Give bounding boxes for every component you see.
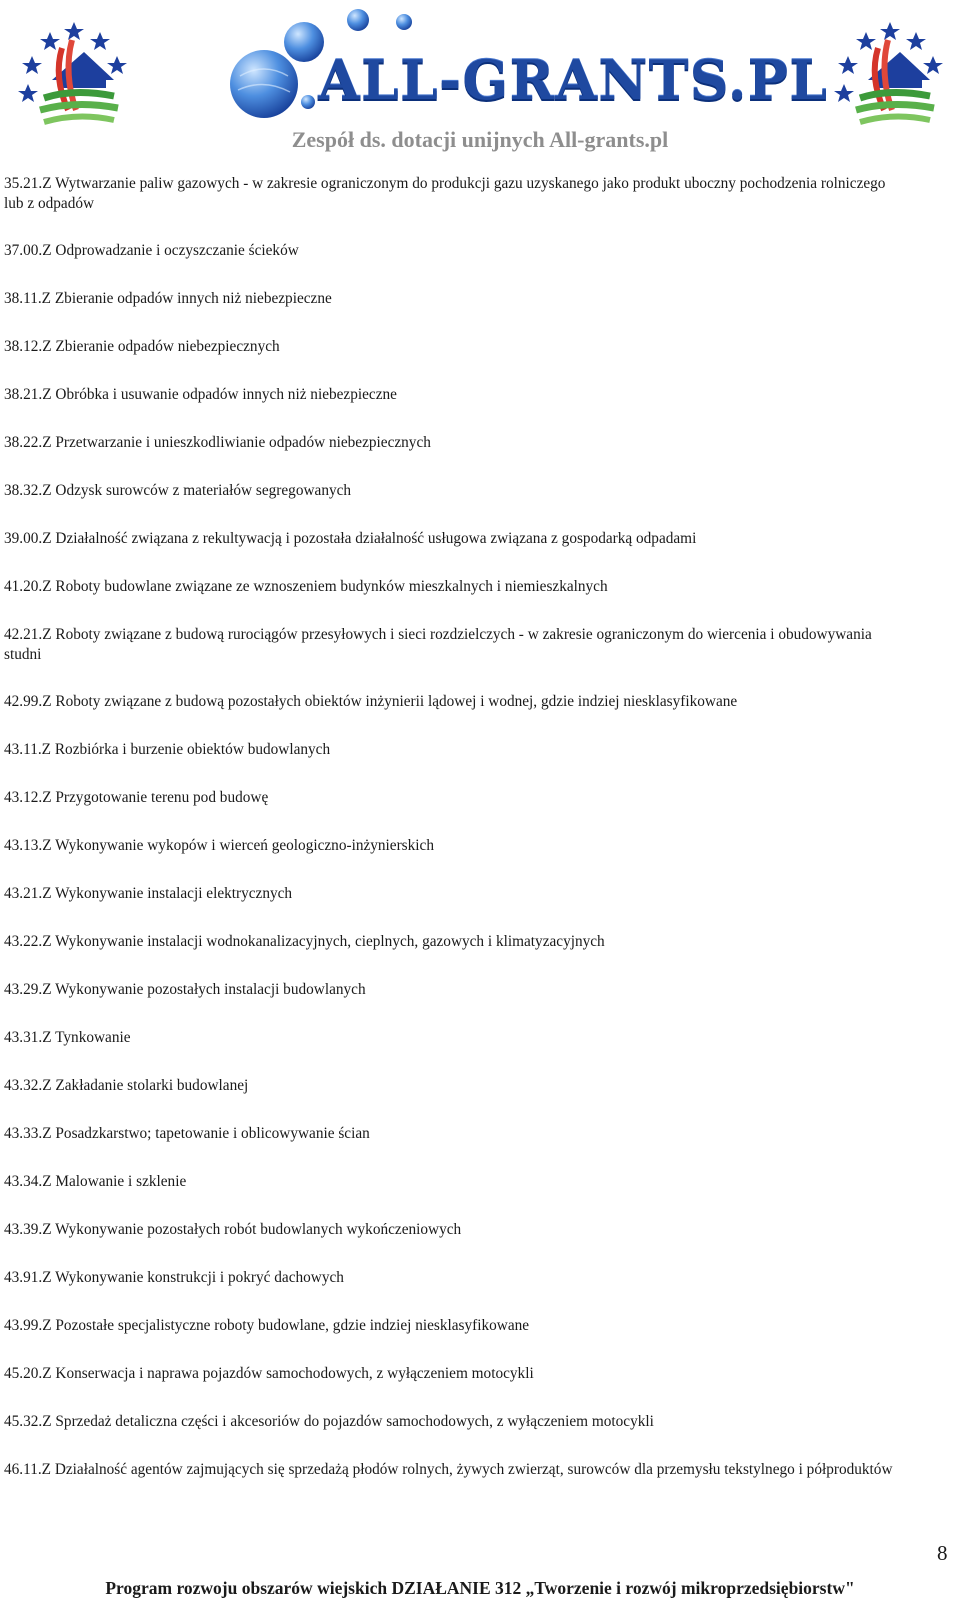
pkd-entry: 43.99.Z Pozostałe specjalistyczne roboty budowlane, gdzie indziej niesklasyfikowane xyxy=(4,1317,530,1334)
page-footer: Program rozwoju obszarów wiejskich DZIAŁANIE 312 „Tworzenie i rozwój mikroprzedsiębiorstw" xyxy=(105,1578,855,1598)
pkd-entry: 43.21.Z Wykonywanie instalacji elektrycznych xyxy=(4,885,293,902)
pkd-entry: 43.39.Z Wykonywanie pozostałych robót budowlanych wykończeniowych xyxy=(4,1221,462,1238)
pkd-entry: 38.22.Z Przetwarzanie i unieszkodliwianie odpadów niebezpiecznych xyxy=(4,434,431,451)
pkd-entry: 43.12.Z Przygotowanie terenu pod budowę xyxy=(4,789,269,806)
pkd-entry: 43.22.Z Wykonywanie instalacji wodnokanalizacyjnych, cieplnych, gazowych i klimatyzacyjnych xyxy=(4,933,605,950)
pkd-entry: 38.11.Z Zbieranie odpadów innych niż niebezpieczne xyxy=(4,290,332,307)
pkd-entry: 41.20.Z Roboty budowlane związane ze wznoszeniem budynków mieszkalnych i niemieszkalnych xyxy=(4,578,608,595)
pkd-entry: 45.32.Z Sprzedaż detaliczna części i akcesoriów do pojazdów samochodowych, z wyłączeniem motocykli xyxy=(4,1413,654,1430)
pkd-entry: 43.34.Z Malowanie i szklenie xyxy=(4,1173,187,1190)
header-subtitle: Zespół ds. dotacji unijnych All-grants.pl xyxy=(291,127,669,152)
pkd-entry: 42.21.Z Roboty związane z budową rurociągów przesyłowych i sieci rozdzielczych - w zakresie ograniczonym do wiercenia i obudowywania studni xyxy=(4,626,872,663)
pkd-entry: 39.00.Z Działalność związana z rekultywacją i pozostała działalność usługowa związana z gospodarką odpadami xyxy=(4,530,697,547)
pkd-entry: 45.20.Z Konserwacja i naprawa pojazdów samochodowych, z wyłączeniem motocykli xyxy=(4,1365,534,1382)
pkd-entry: 43.31.Z Tynkowanie xyxy=(4,1029,131,1046)
pkd-entry: 43.11.Z Rozbiórka i burzenie obiektów budowlanych xyxy=(4,741,331,758)
prow-emblem-right xyxy=(830,18,950,130)
pkd-entry: 43.33.Z Posadzkarstwo; tapetowanie i oblicowywanie ścian xyxy=(4,1125,370,1142)
page-header xyxy=(0,0,960,170)
pkd-entry: 42.99.Z Roboty związane z budową pozostałych obiektów inżynierii lądowej i wodnej, gdzie indziej niesklasyfikowane xyxy=(4,693,738,710)
pkd-entry: 43.91.Z Wykonywanie konstrukcji i pokryć dachowych xyxy=(4,1269,344,1286)
pkd-entry: 38.32.Z Odzysk surowców z materiałów segregowanych xyxy=(4,482,352,499)
page-number: 8 xyxy=(937,1541,948,1565)
prow-emblem-left xyxy=(14,18,134,130)
brand-name: ALL-GRANTS.PL xyxy=(318,48,829,112)
pkd-entry: 35.21.Z Wytwarzanie paliw gazowych - w zakresie ograniczonym do produkcji gazu uzyskanego jako produkt uboczny pochodzenia rolniczego lub z odpadów xyxy=(4,175,886,212)
pkd-entry: 38.21.Z Obróbka i usuwanie odpadów innych niż niebezpieczne xyxy=(4,386,397,403)
pkd-entry: 43.32.Z Zakładanie stolarki budowlanej xyxy=(4,1077,249,1094)
pkd-entry: 37.00.Z Odprowadzanie i oczyszczanie ścieków xyxy=(4,242,299,259)
pkd-entry: 43.29.Z Wykonywanie pozostałych instalacji budowlanych xyxy=(4,981,366,998)
pkd-entry: 46.11.Z Działalność agentów zajmujących się sprzedażą płodów rolnych, żywych zwierząt, surowców dla przemysłu tekstylnego i półproduktów xyxy=(4,1461,893,1478)
pkd-entry: 38.12.Z Zbieranie odpadów niebezpiecznych xyxy=(4,338,280,355)
pkd-entry: 43.13.Z Wykonywanie wykopów i wierceń geologiczno-inżynierskich xyxy=(4,837,434,854)
